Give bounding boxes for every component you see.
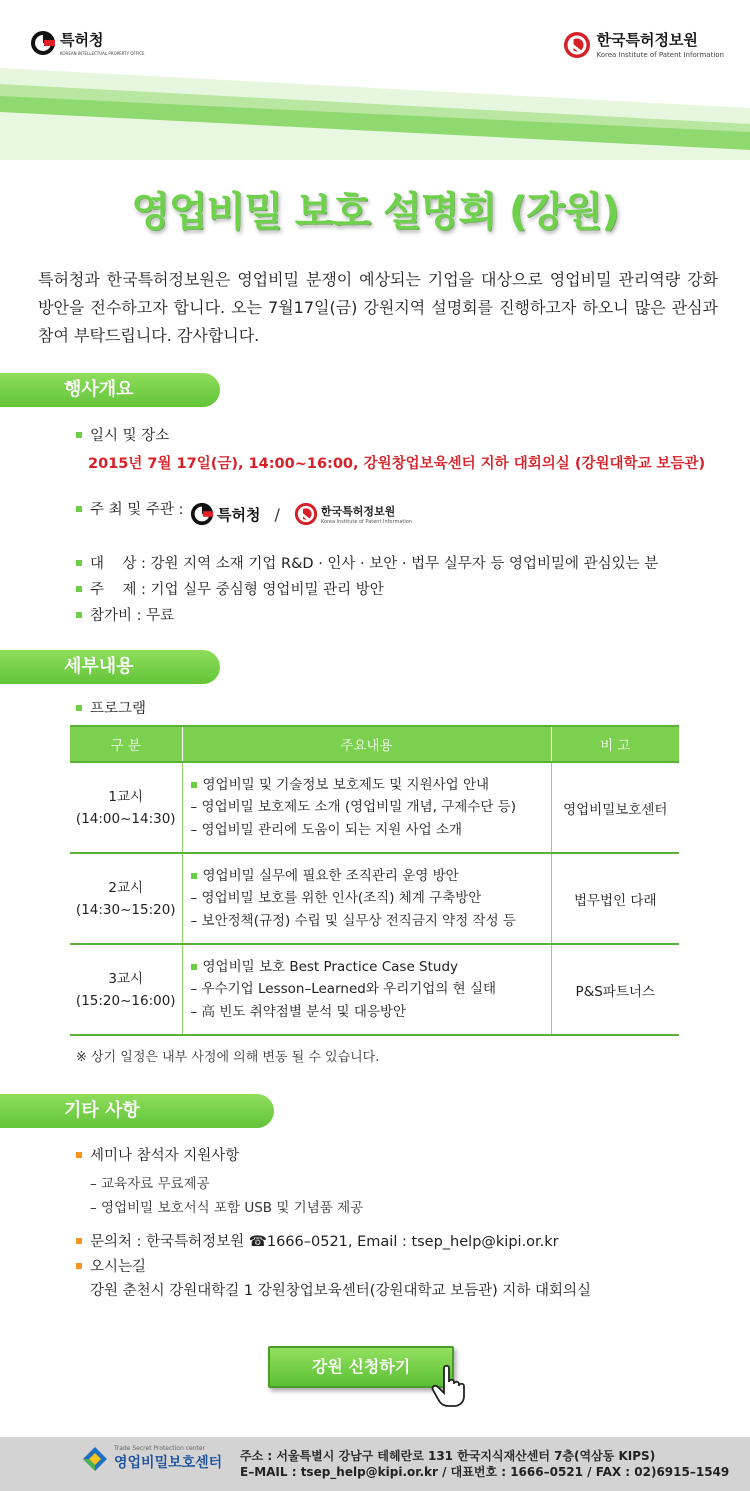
schedule-footnote: ※ 상기 일정은 내부 사정에 의해 변동 될 수 있습니다. — [76, 1050, 380, 1065]
bullet-icon — [76, 506, 82, 512]
period-cell: 2교시 (14:30~15:20) — [70, 853, 182, 944]
directions-text: 강원 춘천시 강원대학길 1 강원창업보육센터(강원대학교 보듬관) 지하 대회의실 — [90, 1283, 592, 1299]
bullet-icon — [191, 964, 197, 970]
kipo-emblem-icon — [30, 30, 56, 56]
content-cell: 영업비밀 실무에 필요한 조직관리 운영 방안 – 영업비밀 보호를 위한 인사(조직) 체계 구축방안 – 보안정책(규정) 수립 및 실무상 전직금지 약정 작성 등 — [182, 853, 551, 944]
footer-address: 주소 : 서울특별시 강남구 테헤란로 131 한국지식재산센터 7층(역삼동 KIPS) — [240, 1449, 656, 1463]
kipi-logo — [563, 30, 724, 59]
page-header — [0, 0, 750, 160]
center-subtitle: Trade Secret Protection center — [114, 1445, 205, 1452]
pointer-hand-icon — [430, 1364, 470, 1408]
directions-label: 오시는길 — [76, 1255, 146, 1276]
intro-paragraph: 특허청과 한국특허정보원은 영업비밀 분쟁이 예상되는 기업을 대상으로 영업비밀 관리역량 강화 방안을 전수하고자 합니다. 오는 7월17일(금) 강원지역 설명회를 진행하고자 하오니 많은 관심과 참여 부탁드립니다. 감사합니다. — [38, 270, 718, 345]
details-heading: 세부내용 — [0, 650, 220, 684]
table-row — [70, 944, 679, 1035]
bullet-icon — [191, 782, 197, 788]
note-cell: 영업비밀보호센터 — [551, 762, 679, 853]
table-header-row — [70, 726, 679, 762]
kipi-emblem-icon — [563, 31, 591, 59]
program-label: 프로그램 — [76, 697, 146, 718]
note-cell: 법무법인 다래 — [551, 853, 679, 944]
footer-contact: E–MAIL : tsep_help@kipi.or.kr / 대표번호 : 1666–0521 / FAX : 02)6915–1549 — [240, 1465, 730, 1479]
column-header: 구 분 — [70, 726, 182, 762]
kipo-emblem-icon — [190, 502, 214, 526]
date-place-value: 2015년 7월 17일(금), 14:00~16:00, 강원창업보육센터 지하 대회의실 (강원대학교 보듬관) — [88, 456, 706, 472]
period-cell: 3교시 (15:20~16:00) — [70, 944, 182, 1035]
program-table — [70, 725, 679, 1036]
kipo-logo — [30, 30, 145, 56]
column-header: 주요내용 — [182, 726, 551, 762]
note-cell: P&S파트너스 — [551, 944, 679, 1035]
apply-button[interactable]: 강원 신청하기 — [268, 1346, 454, 1388]
topic-line: 주 제 : 기업 실무 중심형 영업비밀 관리 방안 — [76, 578, 384, 599]
date-place-label: 일시 및 장소 — [76, 424, 169, 445]
bullet-icon — [191, 873, 197, 879]
bullet-icon — [76, 1238, 82, 1244]
host-kipo-logo: 특허청 — [190, 502, 260, 526]
footer-info — [240, 1448, 729, 1480]
target-line: 대 상 : 강원 지역 소재 기업 R&D · 인사 · 보안 · 법무 실무자 등 영업비밀에 관심있는 분 — [76, 552, 658, 573]
table-row — [70, 762, 679, 853]
host-logos — [190, 502, 412, 526]
bullet-icon — [76, 1152, 82, 1158]
page-footer — [0, 1437, 750, 1491]
kipi-emblem-icon — [294, 502, 318, 526]
etc-heading: 기타 사항 — [0, 1094, 274, 1128]
center-logo — [82, 1445, 222, 1472]
host-kipi-logo: 한국특허정보원 Korea Institute of Patent Information — [294, 502, 412, 526]
support-item: – 교육자료 무료제공 — [90, 1176, 210, 1192]
center-name: 영업비밀보호센터 — [114, 1455, 223, 1471]
bullet-icon — [76, 705, 82, 711]
bullet-icon — [76, 1263, 82, 1269]
period-cell: 1교시 (14:00~14:30) — [70, 762, 182, 853]
bullet-icon — [76, 586, 82, 592]
fee-line: 참가비 : 무료 — [76, 604, 174, 625]
bullet-icon — [76, 432, 82, 438]
content-cell: 영업비밀 및 기술정보 보호제도 및 지원사업 안내 – 영업비밀 보호제도 소개 (영업비밀 개념, 구제수단 등) – 영업비밀 관리에 도움이 되는 지원 사업 소개 — [182, 762, 551, 853]
host-label: 주 최 및 주관 : — [76, 498, 183, 519]
kipo-subtitle: KOREAN INTELLECTUAL PROPERTY OFFICE — [60, 51, 145, 56]
bullet-icon — [76, 612, 82, 618]
contact-line: 문의처 : 한국특허정보원 ☎1666–0521, Email : tsep_help@kipi.or.kr — [76, 1230, 559, 1251]
kipo-name: 특허청 — [60, 31, 104, 49]
support-label: 세미나 참석자 지원사항 — [76, 1144, 239, 1165]
shield-logo-icon — [82, 1446, 108, 1472]
content-cell: 영업비밀 보호 Best Practice Case Study – 우수기업 Lesson–Learned와 우리기업의 현 실태 – 高 빈도 취약점별 분석 및 대응방안 — [182, 944, 551, 1035]
kipi-name: 한국특허정보원 — [596, 31, 698, 49]
overview-heading: 행사개요 — [0, 373, 220, 407]
header-green-bands — [0, 0, 750, 160]
support-item: – 영업비밀 보호서식 포함 USB 및 기념품 제공 — [90, 1200, 364, 1216]
page-title: 영업비밀 보호 설명회 (강원) — [131, 189, 619, 235]
kipi-subtitle: Korea Institute of Patent Information — [596, 51, 724, 59]
bullet-icon — [76, 560, 82, 566]
host-separator: / — [274, 504, 280, 524]
table-row — [70, 853, 679, 944]
column-header: 비 고 — [551, 726, 679, 762]
